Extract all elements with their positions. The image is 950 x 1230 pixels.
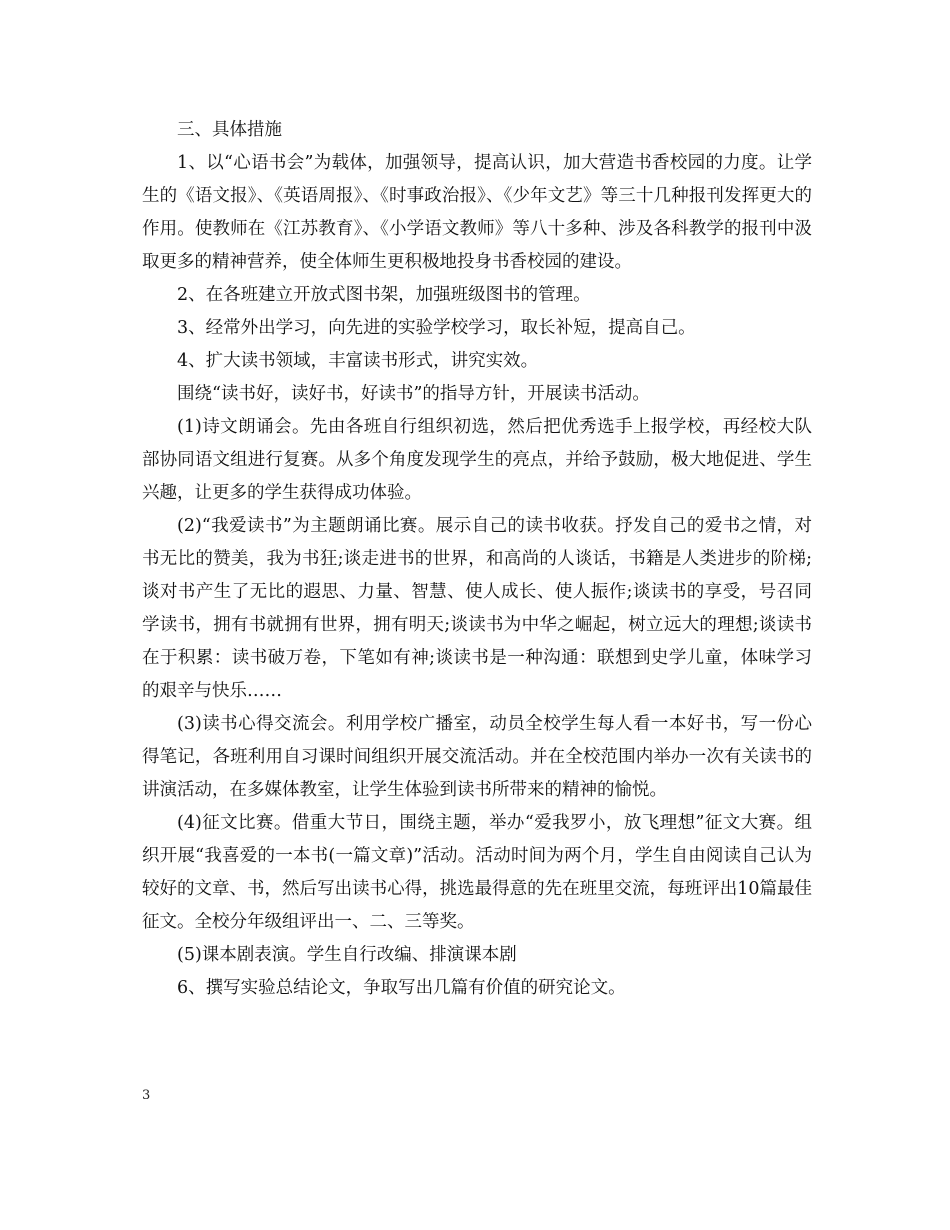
page-number: 3 xyxy=(142,1088,151,1103)
paragraph: 围绕“读书好，读好书，好读书”的指导方针，开展读书活动。 xyxy=(177,384,650,404)
paragraph: (5)课本剧表演。学生自行改编、排演课本剧 xyxy=(177,945,517,965)
paragraph: 4、扩大读书领域，丰富读书形式，讲究实效。 xyxy=(177,351,539,371)
paragraph: 3、经常外出学习，向先进的实验学校学习，取长补短，提高自己。 xyxy=(177,318,696,338)
paragraph: 2、在各班建立开放式图书架，加强班级图书的管理。 xyxy=(177,285,591,305)
paragraph: 6、撰写实验总结论文，争取写出几篇有价值的研究论文。 xyxy=(177,978,626,998)
paragraph: (1)诗文朗诵会。先由各班自行组织初选，然后把优秀选手上报学校，再经校大队部协同语文组进行复赛。从多个角度发现学生的亮点，并给予鼓励，极大地促进、学生兴趣，让更多的学生获得成功体验。 xyxy=(142,417,812,503)
paragraph: (3)读书心得交流会。利用学校广播室，动员全校学生每人看一本好书，写一份心得笔记，各班利用自习课时间组织开展交流活动。并在全校范围内举办一次有关读书的讲演活动，在多媒体教室，让学生体验到读书所带来的精神的愉悦。 xyxy=(142,714,812,800)
paragraph: 1、以“心语书会”为载体，加强领导，提高认识，加大营造书香校园的力度。让学生的《语文报》、《英语周报》、《时事政治报》、《少年文艺》等三十几种报刊发挥更大的作用。使教师在《江苏教育》、《小学语文教师》等八十多种、涉及各科教学的报刊中汲取更多的精神营养，使全体师生更积极地投身书香校园的建设。 xyxy=(142,153,812,272)
section-heading: 三、具体措施 xyxy=(177,120,282,140)
paragraph: (4)征文比赛。借重大节日，围绕主题，举办“爱我罗小，放飞理想”征文大赛。组织开展“我喜爱的一本书(一篇文章)”活动。活动时间为两个月，学生自由阅读自己认为较好的文章、书，然后写出读书心得，挑选最得意的先在班里交流，每班评出10篇最佳征文。全校分年级组评出一、二、三等奖。 xyxy=(142,813,812,932)
paragraph: (2)“我爱读书”为主题朗诵比赛。展示自己的读书收获。抒发自己的爱书之情，对书无比的赞美，我为书狂;谈走进书的世界，和高尚的人谈话，书籍是人类进步的阶梯;谈对书产生了无比的遐思、力量、智慧、使人成长、使人振作;谈读书的享受，号召同学读书，拥有书就拥有世界，拥有明天;谈读书为中华之崛起，树立远大的理想;谈读书在于积累：读书破万卷，下笔如有神;谈读书是一种沟通：联想到史学儿童，体味学习的艰辛与快乐…… xyxy=(142,516,812,701)
document-body xyxy=(142,114,812,1005)
